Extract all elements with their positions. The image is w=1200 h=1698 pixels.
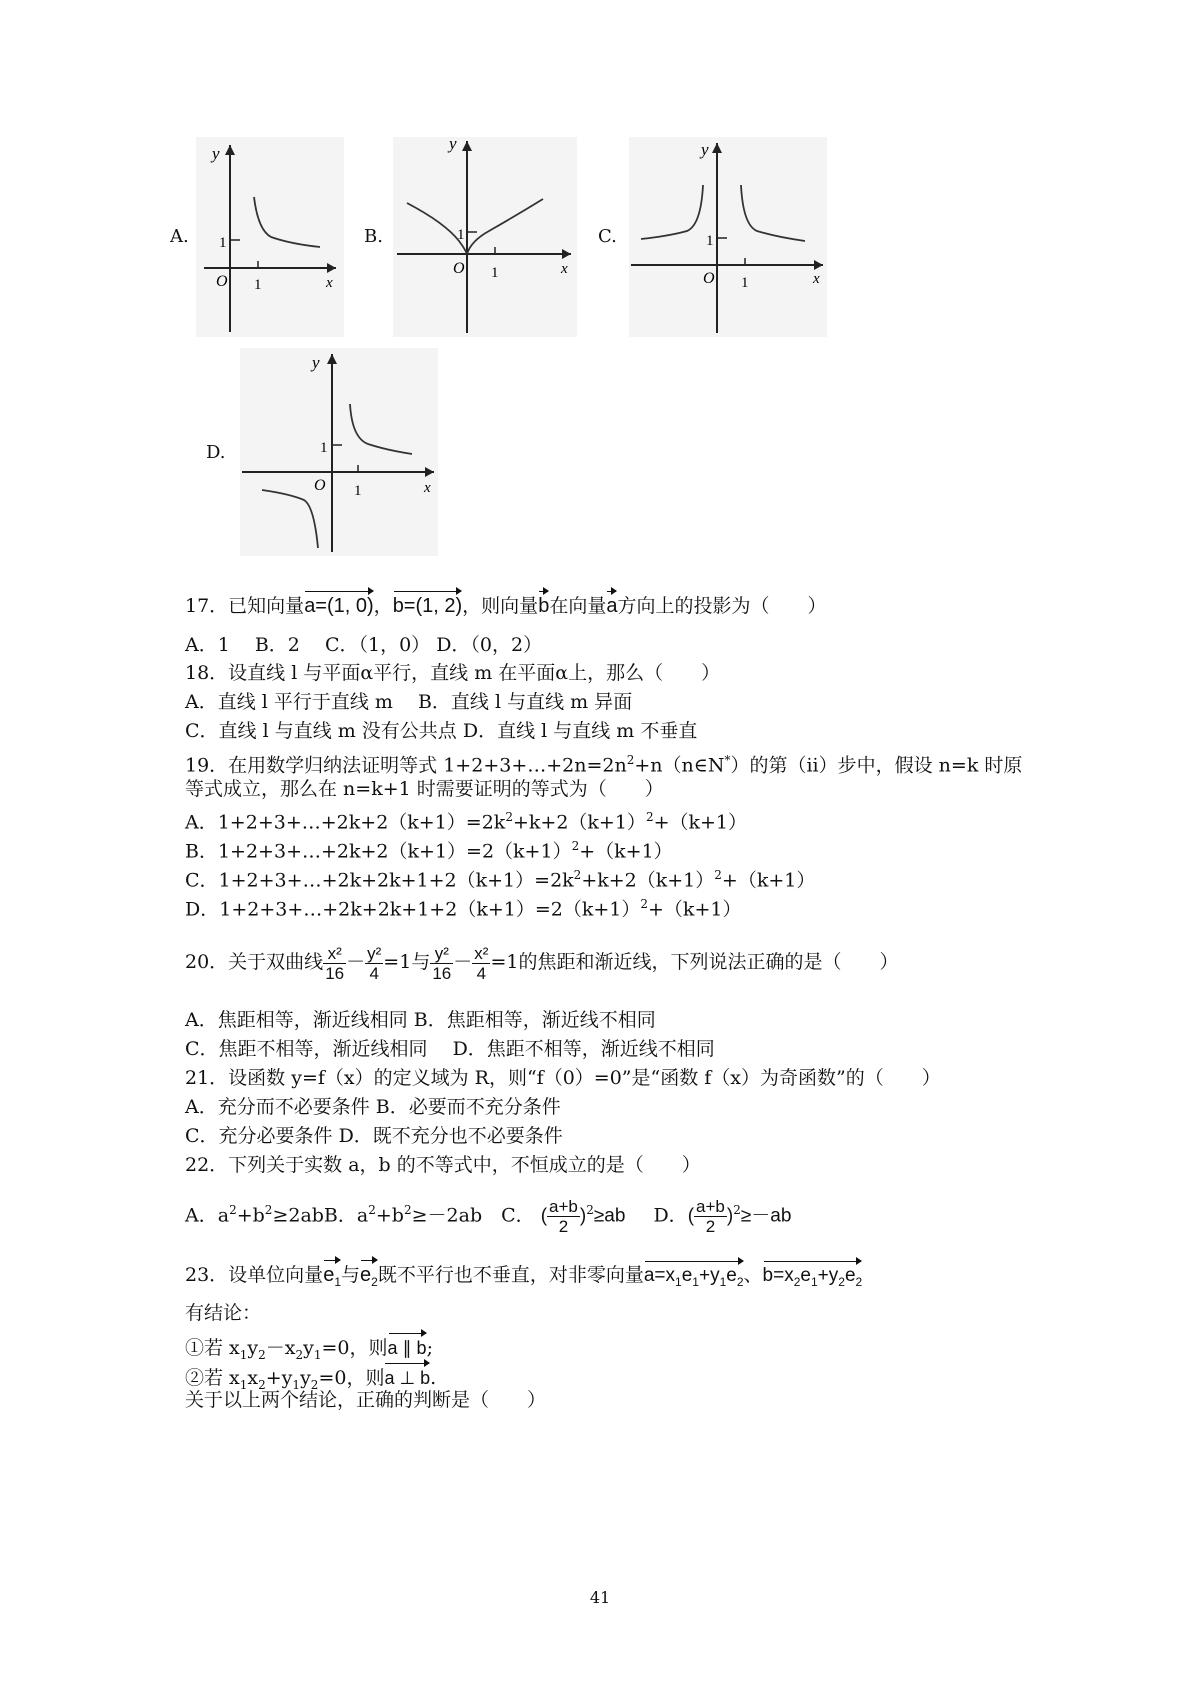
q22-d-label: D． bbox=[653, 1204, 688, 1227]
q23-dun: 、 bbox=[743, 1264, 763, 1286]
graph-a-origin: O bbox=[216, 273, 228, 290]
q22-a-sup1: 2 bbox=[229, 1203, 237, 1217]
q23-a: 23．设单位向量 bbox=[185, 1264, 324, 1286]
graph-b-y-label: y bbox=[449, 137, 457, 153]
q22-c-sup: 2 bbox=[586, 1203, 594, 1217]
question-20-options-1: A．焦距相等，渐近线相同 B．焦距相等，渐近线不相同 bbox=[185, 1009, 656, 1031]
question-18-stem: 18．设直线 l 与平面α平行，直线 m 在平面α上，那么（ ） bbox=[185, 662, 721, 684]
q19-s1b: +n（n∈N bbox=[634, 754, 725, 777]
q17-stem-pre: 17．已知向量 bbox=[185, 595, 305, 617]
q23-c1-vector: a ∥ b bbox=[388, 1327, 427, 1363]
q19-c2: +k+2（k+1） bbox=[581, 869, 715, 892]
q23-a-expr: $a=x_1e_1+y_1e_2$ bbox=[644, 1255, 744, 1297]
q23-c2d: y bbox=[300, 1367, 311, 1389]
question-23-stem bbox=[185, 1254, 862, 1297]
q22-d-sup: 2 bbox=[733, 1203, 741, 1217]
q20-f3d: 16 bbox=[432, 963, 452, 983]
q17-sep: ， bbox=[373, 595, 393, 617]
q23-c2e: =0，则 bbox=[318, 1367, 385, 1389]
question-23-conclusion-2: ②若 $x_1x_2+y_1y_2=0$，则a ⊥ b. bbox=[185, 1357, 436, 1400]
q19-c3: +（k+1） bbox=[721, 869, 816, 892]
graph-b-tick-x: 1 bbox=[491, 265, 499, 281]
q23-c1c: －x bbox=[265, 1337, 296, 1359]
q22-c-frac bbox=[547, 1197, 580, 1236]
graph-d bbox=[240, 348, 438, 556]
q20-f4d: 4 bbox=[476, 963, 487, 983]
q23-e2-e: e bbox=[360, 1264, 372, 1286]
q23-e2: $e_2$ bbox=[360, 1254, 378, 1297]
q23-c2b: x bbox=[247, 1367, 259, 1389]
q20-f2d: 4 bbox=[369, 963, 379, 983]
q19-b2: +（k+1） bbox=[579, 840, 673, 863]
q23-a-e1: e bbox=[681, 1265, 693, 1286]
q20-yu: 与 bbox=[411, 951, 431, 973]
q20-minus-1: － bbox=[346, 951, 366, 973]
q23-b: 既不平行也不垂直，对非零向量 bbox=[377, 1264, 644, 1286]
q23-b-plus: +y bbox=[817, 1265, 839, 1286]
q22-a1: A．a bbox=[185, 1204, 230, 1227]
graph-a-x-label: x bbox=[326, 275, 333, 291]
graph-b-x-label: x bbox=[561, 261, 568, 277]
graph-d-x-label: x bbox=[424, 480, 431, 496]
q23-c1b: y bbox=[247, 1337, 259, 1359]
q23-a-plus: +y bbox=[698, 1265, 720, 1286]
graph-d-y-label: y bbox=[312, 353, 320, 372]
q17-mid: ，则向量 bbox=[462, 595, 539, 617]
q22-c-fn: a+b bbox=[549, 1196, 578, 1216]
graph-b-origin: O bbox=[453, 260, 465, 277]
q22-c-tail: ≥ab bbox=[593, 1205, 626, 1227]
question-18-options-1: A．直线 l 平行于直线 m B．直线 l 与直线 m 异面 bbox=[185, 691, 633, 713]
q19-a3: +（k+1） bbox=[653, 811, 748, 834]
q20-minus-2: － bbox=[453, 951, 473, 973]
q22-d-fd: 2 bbox=[705, 1216, 716, 1236]
question-22-stem: 22．下列关于实数 a，b 的不等式中，不恒成立的是（ ） bbox=[185, 1154, 701, 1176]
q19-d1: D．1+2+3+…+2k+2k+1+2（k+1）=2（k+1） bbox=[185, 898, 641, 921]
graph-a-tick-y: 1 bbox=[219, 235, 227, 251]
question-21-options-2: C．充分必要条件 D．既不充分也不必要条件 bbox=[185, 1125, 563, 1147]
question-22-options: A．$a^2+b^2\ge 2abB$．$a^2+b^2\ge-2ab$ C． ( $\frac{a+b}{2}$ )$^2$≥ab D．( $\frac{a+b}{2}$ )$^2$≥－ab bbox=[185, 1196, 792, 1236]
q19-b1: B．1+2+3+…+2k+2（k+1）=2（k+1） bbox=[185, 840, 572, 863]
q23-yu: 与 bbox=[341, 1264, 361, 1286]
q23-c1d: y bbox=[303, 1337, 314, 1359]
question-21-stem: 21．设函数 y=f（x）的定义域为 R，则“f（0）=0”是“函数 f（x）为奇函数”的（ ） bbox=[185, 1067, 941, 1089]
question-23-judge: 关于以上两个结论，正确的判断是（ ） bbox=[185, 1389, 547, 1411]
q22-d-tail: ≥－ab bbox=[740, 1205, 792, 1227]
graph-b-tick-y: 1 bbox=[457, 227, 465, 243]
q20-eq1: =1 bbox=[383, 951, 412, 973]
graph-label-a: A. bbox=[170, 226, 189, 247]
q23-e1: $e_1$ bbox=[323, 1254, 341, 1297]
q17-stem-post: 方向上的投影为（ ） bbox=[617, 595, 827, 617]
q22-b2: +b bbox=[375, 1204, 404, 1227]
q23-b-expr: $b=x_2e_1+y_2e_2$ bbox=[763, 1255, 863, 1297]
q19-c-sup2: 2 bbox=[714, 868, 722, 882]
q20-frac-4 bbox=[472, 944, 490, 983]
q17-vector-b-def: b=(1, 2) bbox=[393, 585, 462, 621]
q23-c2c: +y bbox=[265, 1367, 293, 1389]
graph-c-origin: O bbox=[703, 270, 715, 287]
graph-label-d: D. bbox=[206, 442, 226, 463]
q22-c-fd: 2 bbox=[558, 1216, 569, 1236]
q20-frac-2 bbox=[365, 944, 383, 983]
q19-a1: A．1+2+3+…+2k+2（k+1）=2k bbox=[185, 811, 506, 834]
q23-c2-end: . bbox=[430, 1367, 437, 1389]
question-23-has-conclusion: 有结论： bbox=[185, 1302, 262, 1324]
graph-d-origin: O bbox=[314, 477, 326, 494]
graph-a bbox=[196, 137, 344, 337]
q20-f2n: y² bbox=[367, 943, 382, 963]
question-18-options-2: C．直线 l 与直线 m 没有公共点 D．直线 l 与直线 m 不垂直 bbox=[185, 720, 698, 742]
q23-a-e2: e bbox=[726, 1265, 737, 1286]
q22-b3: ≥－2ab C． bbox=[411, 1204, 535, 1227]
q22-b-sup2: 2 bbox=[403, 1203, 412, 1217]
q20-f4n: x² bbox=[474, 943, 489, 963]
question-21-options-1: A．充分而不必要条件 B．必要而不充分条件 bbox=[185, 1096, 561, 1118]
graph-c bbox=[629, 137, 827, 337]
question-20-options-2: C．焦距不相等，渐近线相同 D．焦距不相等，渐近线不相同 bbox=[185, 1038, 715, 1060]
graph-c-x-label: x bbox=[813, 271, 820, 287]
q22-a2: +b bbox=[236, 1204, 265, 1227]
q19-a-sup1: 2 bbox=[505, 810, 513, 824]
q22-d-frac bbox=[694, 1197, 727, 1236]
question-19-stem-2: 等式成立，那么在 n=k+1 时需要证明的等式为（ ） bbox=[185, 778, 664, 800]
q19-b-sup: 2 bbox=[571, 839, 580, 853]
graph-b bbox=[393, 137, 577, 337]
q19-c-sup1: 2 bbox=[573, 868, 582, 882]
q17-vector-a-def: a=(1, 0) bbox=[304, 585, 373, 621]
q19-d2: +（k+1） bbox=[648, 898, 742, 921]
question-17-stem bbox=[185, 585, 826, 621]
graph-a-y-label: y bbox=[212, 144, 220, 163]
q19-a-sup2: 2 bbox=[645, 810, 654, 824]
q20-f1d: 16 bbox=[325, 963, 345, 983]
q22-a3: ≥2abB．a bbox=[272, 1204, 369, 1227]
graph-label-b: B. bbox=[364, 226, 383, 247]
q22-b-sup1: 2 bbox=[368, 1203, 376, 1217]
q19-sup: 2 bbox=[626, 753, 635, 767]
q22-d-fn: a+b bbox=[696, 1196, 725, 1216]
q23-b-e1: e bbox=[800, 1265, 811, 1286]
q23-e1-e: e bbox=[323, 1264, 335, 1286]
q17-mid2: 在向量 bbox=[549, 595, 607, 617]
q23-b-eq: b=x bbox=[762, 1265, 794, 1286]
q20-post: 的焦距和渐近线，下列说法正确的是（ ） bbox=[518, 951, 899, 973]
q20-frac-1 bbox=[323, 944, 346, 983]
q19-star: * bbox=[724, 753, 731, 767]
q19-s1c: ）的第（ii）步中，假设 n=k 时原 bbox=[730, 754, 1023, 777]
q17-vector-a: a bbox=[606, 585, 617, 621]
question-20-stem bbox=[185, 940, 898, 984]
page-number: 41 bbox=[589, 1588, 611, 1607]
q20-frac-3 bbox=[430, 944, 453, 983]
graph-a-tick-x: 1 bbox=[254, 277, 262, 293]
q23-a-eq: a=x bbox=[643, 1265, 676, 1286]
q23-c1a: ①若 x bbox=[185, 1337, 240, 1359]
q19-c1: C．1+2+3+…+2k+2k+1+2（k+1）=2k bbox=[185, 869, 574, 892]
q20-f1n: x² bbox=[323, 944, 346, 964]
q22-a-sup2: 2 bbox=[264, 1203, 273, 1217]
q17-vector-b: b bbox=[538, 585, 549, 621]
question-23-conclusion-1: ①若 $x_1y_2-x_2y_1=0$，则a ∥ b; bbox=[185, 1327, 433, 1370]
q23-c2a: ②若 x bbox=[185, 1367, 240, 1389]
graph-c-y-label: y bbox=[701, 140, 709, 159]
graph-label-c: C. bbox=[598, 226, 617, 247]
q23-c2-vector: a ⊥ b bbox=[384, 1357, 430, 1393]
graph-d-tick-x: 1 bbox=[354, 483, 362, 499]
q23-c1e: =0，则 bbox=[321, 1337, 388, 1359]
question-17-options: A．1 B．2 C．（1，0） D．（0，2） bbox=[185, 634, 543, 656]
q19-a2: +k+2（k+1） bbox=[512, 811, 646, 834]
q19-d-sup: 2 bbox=[640, 897, 649, 911]
graph-c-tick-x: 1 bbox=[741, 275, 749, 291]
graph-c-tick-y: 1 bbox=[706, 233, 714, 249]
graph-d-tick-y: 1 bbox=[320, 440, 328, 456]
q23-c1-end: ; bbox=[426, 1337, 433, 1359]
q23-b-e2: e bbox=[844, 1265, 856, 1286]
q19-s1a: 19．在用数学归纳法证明等式 1+2+3+…+2n=2n bbox=[185, 754, 627, 777]
q20-pre: 20．关于双曲线 bbox=[185, 951, 324, 973]
q20-eq2: =1 bbox=[490, 951, 519, 973]
question-19-option-d bbox=[185, 889, 741, 924]
q20-f3n: y² bbox=[430, 944, 453, 964]
